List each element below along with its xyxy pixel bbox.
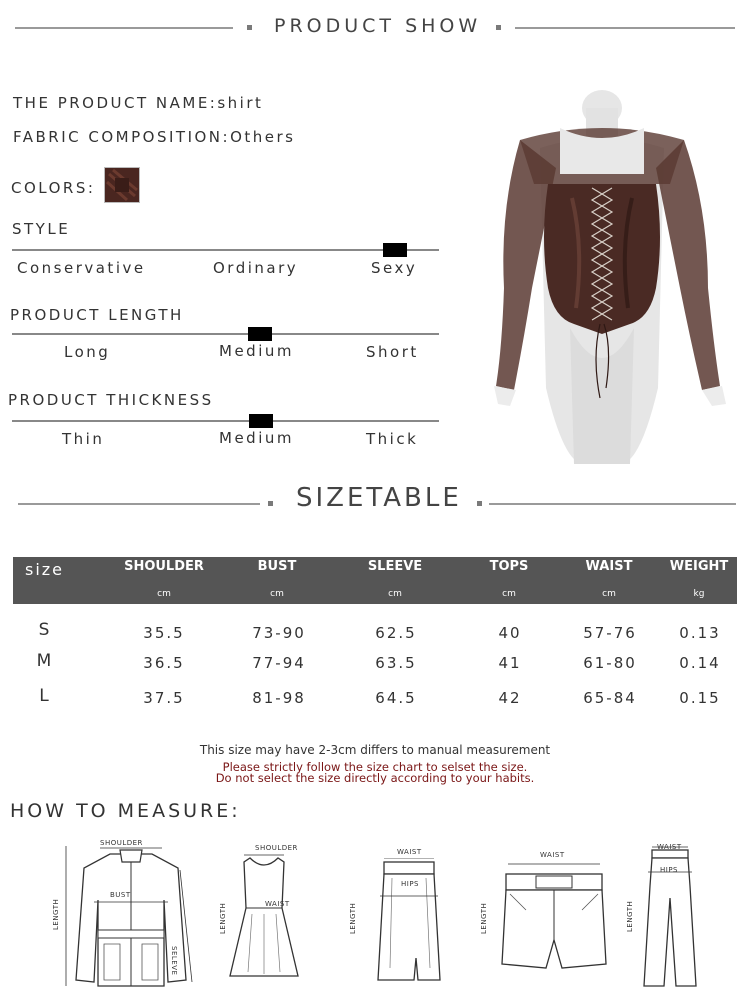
row-l-weight: 0.15 [679, 689, 721, 707]
color-swatch[interactable] [104, 167, 140, 203]
row-s-shoulder: 35.5 [143, 624, 185, 642]
row-l-waist: 65-84 [583, 689, 637, 707]
row-s-weight: 0.13 [679, 624, 721, 642]
sizetable-dot-right [477, 501, 482, 506]
style-label: STYLE [12, 220, 71, 238]
unit-tops: cm [502, 589, 516, 599]
note-follow-chart: Please strictly follow the size chart to selset the size. [222, 760, 528, 774]
swatch-image [105, 168, 139, 202]
measure-skirt-figure [370, 858, 450, 984]
jacket-bust-label: BUST [110, 891, 131, 899]
style-scale-line [12, 249, 439, 251]
style-marker [383, 243, 407, 257]
unit-shoulder: cm [157, 589, 171, 599]
thickness-option-medium: Medium [219, 429, 294, 447]
measure-dress-figure [228, 852, 300, 984]
style-option-sexy: Sexy [371, 259, 418, 277]
how-to-measure-title: HOW TO MEASURE: [10, 800, 241, 822]
row-s-tops: 40 [498, 624, 522, 642]
header-tops: TOPS [489, 559, 529, 574]
note-measurement: This size may have 2-3cm differs to manual measurement [199, 743, 551, 757]
sizetable-title: SIZETABLE [296, 483, 462, 513]
dress-shoulder-label: SHOULDER [255, 844, 298, 852]
fabric-row [13, 128, 295, 146]
shorts-waist-label: WAIST [540, 851, 565, 859]
thickness-marker [249, 414, 273, 428]
pants-length-label: LENGTH [626, 900, 634, 932]
row-l-size: L [39, 686, 51, 706]
jacket-shoulder-label: SHOULDER [100, 839, 143, 847]
row-s-size: S [38, 620, 52, 640]
row-s-sleeve: 62.5 [375, 624, 417, 642]
length-option-long: Long [64, 343, 111, 361]
product-name-value: shirt [217, 94, 264, 112]
header-dot-left [247, 25, 252, 30]
skirt-hips-label: HIPS [401, 880, 419, 888]
header-rule-left [15, 27, 233, 29]
thickness-label: PRODUCT THICKNESS [8, 391, 214, 409]
row-m-tops: 41 [498, 654, 522, 672]
length-label: PRODUCT LENGTH [10, 306, 184, 324]
row-l-sleeve: 64.5 [375, 689, 417, 707]
thickness-option-thick: Thick [366, 430, 419, 448]
measure-shorts-figure [496, 860, 612, 974]
dress-length-label: LENGTH [219, 902, 227, 934]
row-s-waist: 57-76 [583, 624, 637, 642]
row-m-bust: 77-94 [252, 654, 306, 672]
jacket-sleeve-label: SELEVE [170, 946, 178, 976]
style-option-ordinary: Ordinary [213, 259, 299, 277]
pants-hips-label: HIPS [660, 866, 678, 874]
shorts-length-label: LENGTH [480, 902, 488, 934]
header-sleeve: SLEEVE [367, 559, 423, 574]
row-m-weight: 0.14 [679, 654, 721, 672]
size-table-header-size: size [25, 560, 65, 579]
length-marker [248, 327, 272, 341]
measure-jacket-figure [60, 840, 200, 990]
sizetable-dot-left [268, 501, 273, 506]
pants-waist-label: WAIST [657, 843, 682, 851]
product-name-row [13, 94, 263, 112]
row-l-bust: 81-98 [252, 689, 306, 707]
style-option-conservative: Conservative [17, 259, 146, 277]
row-l-tops: 42 [498, 689, 522, 707]
row-s-bust: 73-90 [252, 624, 306, 642]
jacket-length-label: LENGTH [52, 898, 60, 930]
fabric-value: Others [230, 128, 296, 146]
header-dot-right [496, 25, 501, 30]
dress-waist-label: WAIST [265, 900, 290, 908]
header-shoulder: SHOULDER [124, 559, 204, 574]
length-option-medium: Medium [219, 342, 294, 360]
thickness-option-thin: Thin [62, 430, 105, 448]
header-bust: BUST [257, 559, 297, 574]
header-rule-right [515, 27, 735, 29]
sizetable-rule-left [18, 503, 260, 505]
colors-label: COLORS: [11, 179, 96, 197]
row-m-size: M [36, 651, 54, 671]
row-m-waist: 61-80 [583, 654, 637, 672]
row-m-shoulder: 36.5 [143, 654, 185, 672]
unit-sleeve: cm [388, 589, 402, 599]
thickness-scale-line [12, 420, 439, 422]
unit-weight: kg [693, 589, 705, 599]
skirt-waist-label: WAIST [397, 848, 422, 856]
length-option-short: Short [366, 343, 419, 361]
row-m-sleeve: 63.5 [375, 654, 417, 672]
row-l-shoulder: 37.5 [143, 689, 185, 707]
sizetable-rule-right [489, 503, 736, 505]
header-weight: WEIGHT [669, 559, 729, 574]
note-habits: Do not select the size directly according to your habits. [215, 771, 535, 785]
fabric-label: FABRIC COMPOSITION: [13, 128, 231, 146]
product-name-label: THE PRODUCT NAME: [13, 94, 218, 112]
unit-waist: cm [602, 589, 616, 599]
length-scale-line [12, 333, 439, 335]
header-waist: WAIST [585, 559, 633, 574]
product-photo [480, 88, 738, 464]
skirt-length-label: LENGTH [349, 902, 357, 934]
unit-bust: cm [270, 589, 284, 599]
product-show-title: PRODUCT SHOW [274, 15, 482, 37]
